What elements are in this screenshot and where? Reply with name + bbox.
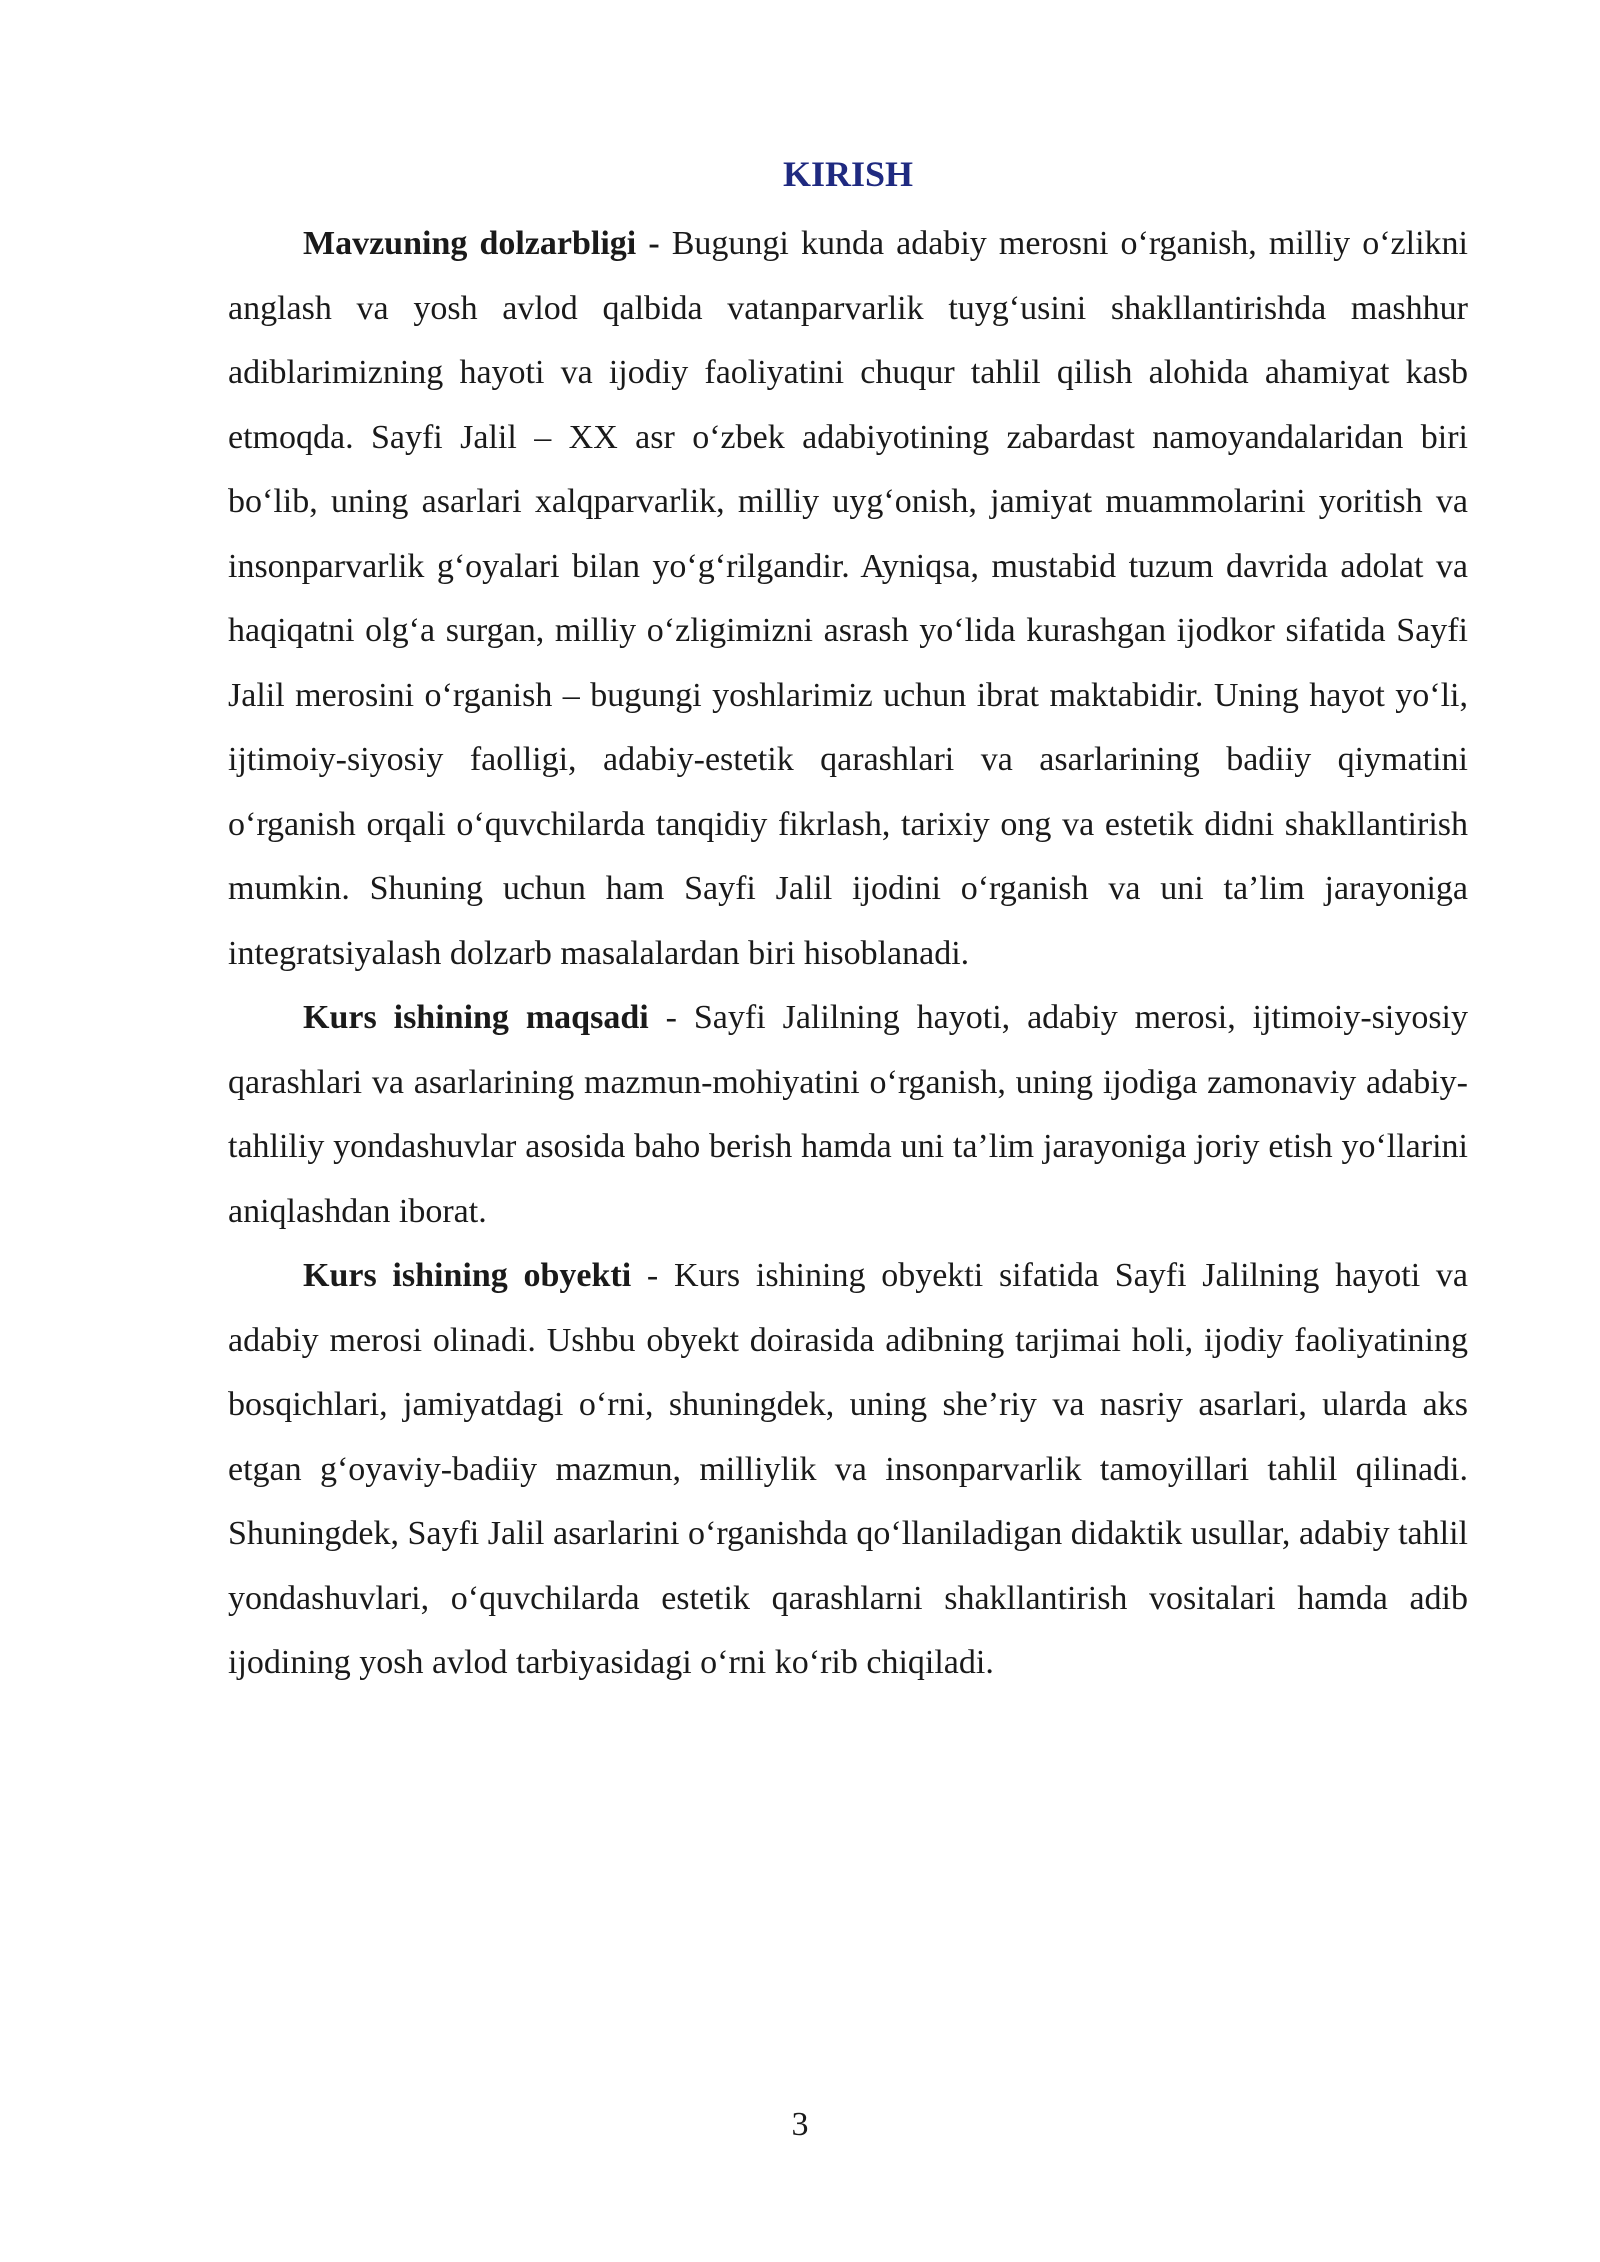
paragraph-text-object: - Kurs ishining obyekti sifatida Sayfi Jalilning hayoti va adabiy merosi olinadi. Ushbu obyekt doirasida adibning tarjimai holi, ijodiy faoliyatining bosqichlari, jamiyatdagi o‘rni, shuningdek, uning she’riy va nasriy asarlari, ularda aks etgan g‘oyaviy-badiiy mazmun, milliylik va insonparvarlik tamoyillari tahlil qilinadi. Shuningdek, Sayfi Jalil asarlarini o‘rganishda qo‘llaniladigan didaktik usullar, adabiy tahlil yondashuvlari, o‘quvchilarda estetik qarashlarni shakllantirish vositalari hamda adib ijodining yosh avlod tarbiyasidagi o‘rni ko‘rib chiqiladi. <box>228 1257 1468 1681</box>
paragraph-object <box>228 1244 1468 1696</box>
page-content <box>228 148 1468 1696</box>
paragraph-text-goal: - Sayfi Jalilning hayoti, adabiy merosi, ijtimoiy-siyosiy qarashlari va asarlarining mazmun-mohiyatini o‘rganish, uning ijodiga zamonaviy adabiy-tahliliy yondashuvlar asosida baho berish hamda uni ta’lim jarayoniga joriy etish yo‘llarini aniqlashdan iborat. <box>228 999 1469 1230</box>
page-number: 3 <box>791 2106 809 2143</box>
section-heading: KIRISH <box>782 154 914 194</box>
paragraph-lead-goal: Kurs ishining maqsadi <box>303 999 649 1036</box>
paragraph-goal <box>228 986 1468 1244</box>
paragraph-lead-relevance: Mavzuning dolzarbligi - <box>303 225 660 262</box>
paragraph-lead-object: Kurs ishining obyekti <box>303 1257 632 1294</box>
paragraph-text-relevance: Bugungi kunda adabiy merosni o‘rganish, milliy o‘zlikni anglash va yosh avlod qalbida vatanparvarlik tuyg‘usini shakllantirishda mashhur adiblarimizning hayoti va ijodiy faoliyatini chuqur tahlil qilish alohida ahamiyat kasb etmoqda. Sayfi Jalil – XX asr o‘zbek adabiyotining zabardast namoyandalaridan biri bo‘lib, uning asarlari xalqparvarlik, milliy uyg‘onish, jamiyat muammolarini yoritish va insonparvarlik g‘oyalari bilan yo‘g‘rilgandir. Ayniqsa, mustabid tuzum davrida adolat va haqiqatni olg‘a surgan, milliy o‘zligimizni asrash yo‘lida kurashgan ijodkor sifatida Sayfi Jalil merosini o‘rganish – bugungi yoshlarimiz uchun ibrat maktabidir. Uning hayot yo‘li, ijtimoiy-siyosiy faolligi, adabiy-estetik qarashlari va asarlarining badiiy qiymatini o‘rganish orqali o‘quvchilarda tanqidiy fikrlash, tarixiy ong va estetik didni shakllantirish mumkin. Shuning uchun ham Sayfi Jalil ijodini o‘rganish va uni ta’lim jarayoniga integratsiyalash dolzarb masalalardan biri hisoblanadi. <box>228 225 1468 972</box>
paragraph-relevance <box>228 212 1468 986</box>
